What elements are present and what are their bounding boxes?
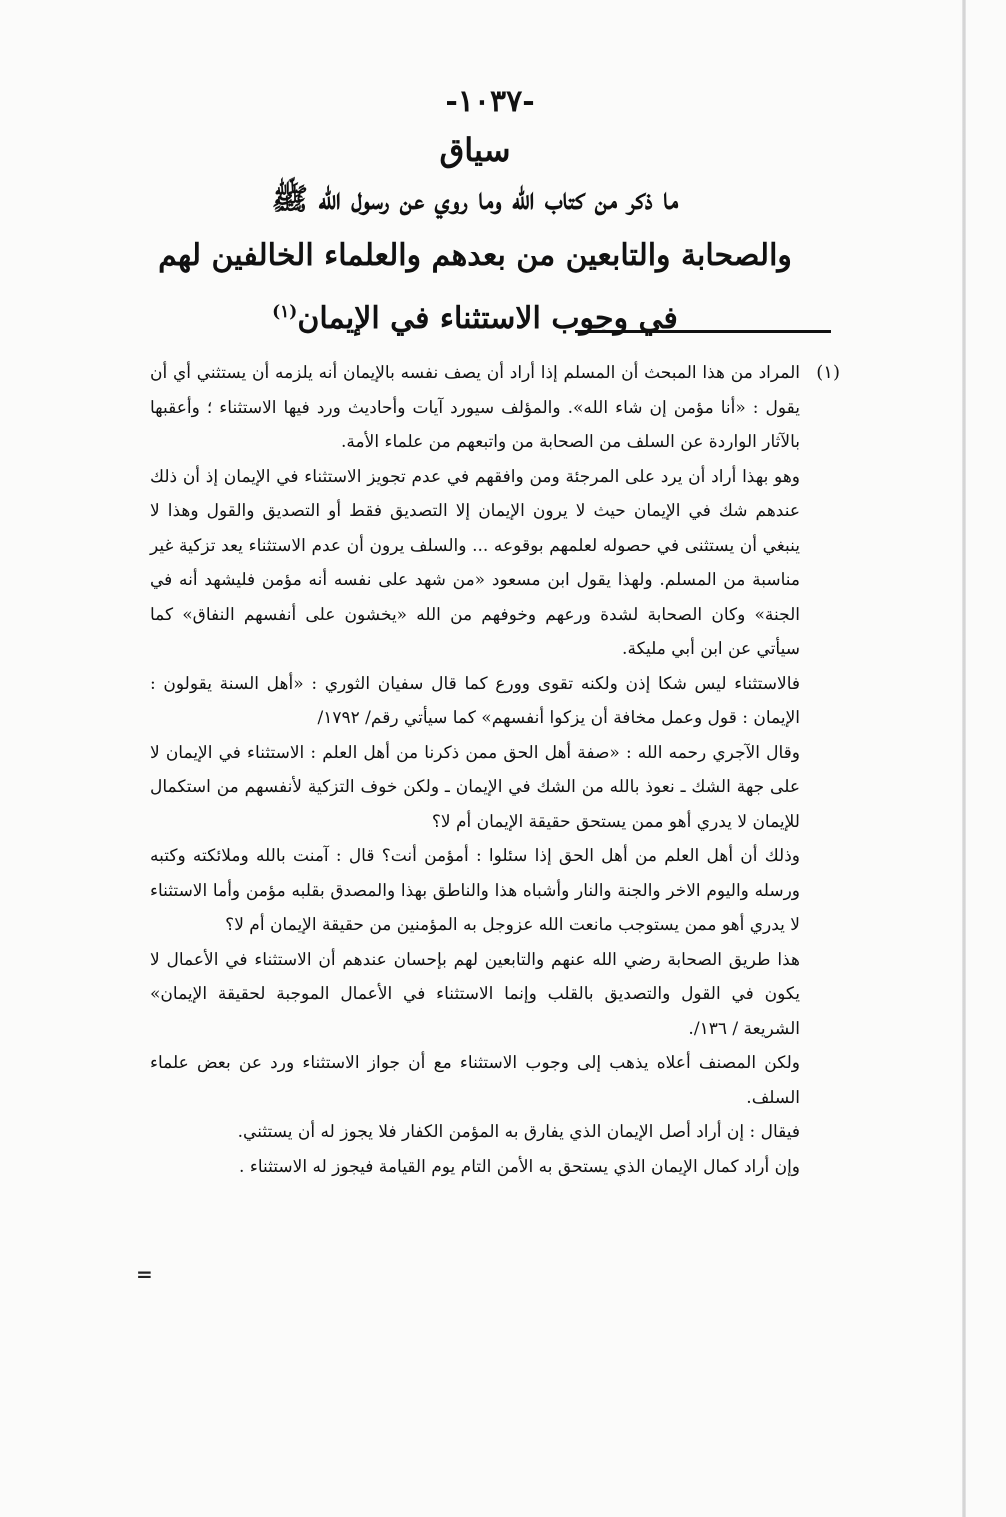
- page-edge-shadow: [962, 0, 966, 1517]
- page-number: -١٠٣٧-: [445, 84, 535, 119]
- footnote-paragraph: وهو بهذا أراد أن يرد على المرجئة ومن وافقهم في عدم تجويز الاستثناء في الإيمان إذ أن ذلك عندهم شك في الإيمان حيث لا يرون الإيمان إلا التصديق فقط أو التصديق والقول وهذا لا ينبغي أن يستثنى في حصوله لعلمهم بوقوعه ... والسلف يرون أن عدم الاستثناء يعد تزكية غير مناسبة من المسلم. ولهذا يقول ابن مسعود «من شهد على نفسه أنه مؤمن فليشهد أنه في الجنة» وكان الصحابة لشدة ورعهم وخوفهم من الله «يخشون على أنفسهم النفاق» كما سيأتي عن ابن أبي مليكة.: [150, 466, 800, 659]
- footnote-divider: [575, 330, 831, 333]
- heading-subtitle: سياق: [439, 131, 511, 169]
- heading-line-3: [80, 284, 870, 347]
- heading-line-2: والصحابة والتابعين من بعدهم والعلماء الخالفين لهم: [158, 238, 792, 273]
- footnote-paragraph: ولكن المصنف أعلاه يذهب إلى وجوب الاستثناء مع أن جواز الاستثناء ورد عن بعض علماء السلف.: [150, 1053, 800, 1108]
- heading-line-3-text: في وجوب الاستثناء في الإيمان: [297, 301, 678, 336]
- section-heading: [80, 128, 870, 347]
- footnote-paragraph: وذلك أن أهل العلم من أهل الحق إذا سئلوا : أمؤمن أنت؟ قال : آمنت بالله وملائكته وكتبه ورسله واليوم الاخر والجنة والنار وأشباه هذا والناطق بهذا والمصدق بقلبه مؤمن وأما الاستثناء لا يدري أهو ممن يستوجب مانعت الله عزوجل به المؤمنين من حقيقة الإيمان أم لا؟: [150, 846, 800, 935]
- continuation-mark: =: [136, 1262, 153, 1286]
- heading-footnote-ref: (١): [272, 302, 298, 322]
- footnote-paragraph: وقال الآجري رحمه الله : «صفة أهل الحق ممن ذكرنا من أهل العلم : الاستثناء في الإيمان لا على جهة الشك ـ نعوذ بالله من الشك في الإيمان ـ ولكن خوف التزكية لأنفسهم من استكمال للإيمان لا يدري أهو ممن يستحق حقيقة الإيمان أم لا؟: [150, 742, 800, 832]
- footnote-section: [150, 356, 840, 1184]
- footnote-paragraph: المراد من هذا المبحث أن المسلم إذا أراد أن يصف نفسه بالإيمان أنه يلزمه أن يستثني أي أن يقول : «أنا مؤمن إن شاء الله». والمؤلف سيورد آيات وأحاديث ورد فيها الاستثناء ؛ وأعقبها بالآثار الواردة عن السلف من الصحابة من واتبعهم من علماء الأمة.: [150, 363, 800, 452]
- footnote-paragraph: فيقال : إن أراد أصل الإيمان الذي يفارق به المؤمن الكفار فلا يجوز له أن يستثني.: [237, 1122, 800, 1142]
- footnote-body: [150, 356, 800, 1184]
- footnote-paragraph: هذا طريق الصحابة رضي الله عنهم والتابعين لهم بإحسان عندهم أن الاستثناء في الأعمال لا يكون في القول والتصديق بالقلب وإنما الاستثناء في الأعمال الموجبة لحقيقة الإيمان» الشريعة / ١٣٦/.: [150, 949, 800, 1039]
- footnote-paragraph: وإن أراد كمال الإيمان الذي يستحق به الأمن التام يوم القيامة فيجوز له الاستثناء .: [239, 1156, 800, 1177]
- footnote-marker: (١): [816, 362, 840, 383]
- footnote-paragraph: فالاستثناء ليس شكا إذن ولكنه تقوى وورع كما قال سفيان الثوري : «أهل السنة يقولون : الإيمان : قول وعمل مخافة أن يزكوا أنفسهم» كما سيأتي رقم/ ١٧٩٢/: [150, 673, 800, 728]
- footnote-1: [150, 356, 840, 1184]
- heading-line-1: ما ذكر من كتاب الله وما روي عن رسول الله ﷺ: [271, 182, 679, 217]
